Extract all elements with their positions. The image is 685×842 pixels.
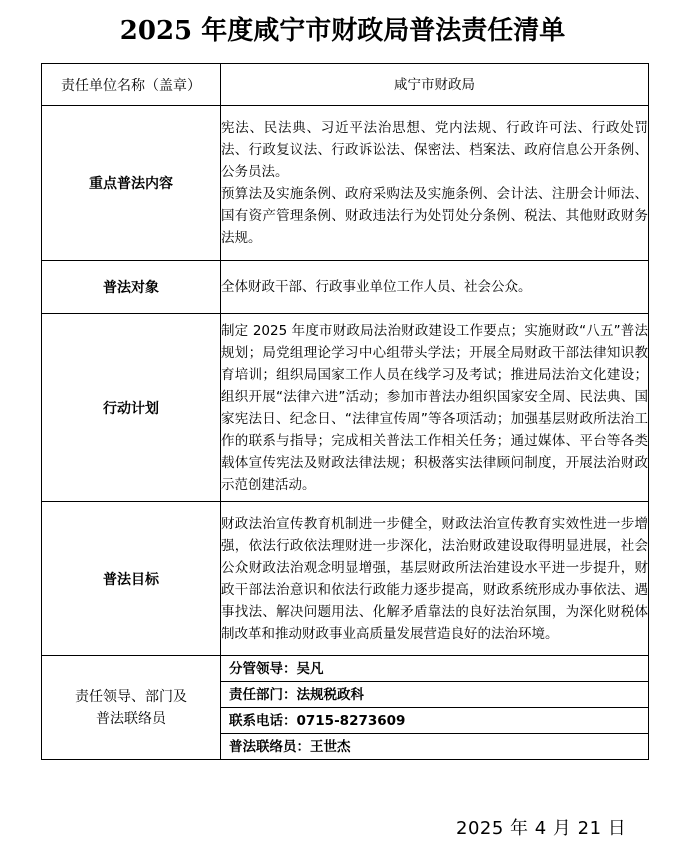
responsibility-table bbox=[41, 63, 649, 760]
table-row-goal bbox=[42, 502, 649, 656]
goal-paragraph: 财政法治宣传教育机制进一步健全，财政法治宣传教育实效性进一步增强，依法行政依法理财进一步深化，法治财政建设取得明显进展，社会公众财政法治观念明显增强，基层财政所法治建设水平进一步提升，财政干部法治意识和依法行政能力逐步提高，财政系统形成办事依法、遇事找法、解决问题用法、化解矛盾靠法的良好法治氛围，为深化财税体制改革和推动财政事业高质量发展营造良好的法治环境。 bbox=[221, 515, 648, 642]
table-row-header bbox=[42, 64, 649, 106]
key-content-value bbox=[221, 106, 649, 261]
contact-liaison: 普法联络员：王世杰 bbox=[221, 734, 649, 760]
key-content-paragraph: 宪法、民法典、习近平法治思想、党内法规、行政许可法、行政处罚法、行政复议法、行政诉讼法、保密法、档案法、政府信息公开条例、公务员法。 bbox=[221, 120, 648, 180]
table-row-audience bbox=[42, 261, 649, 314]
unit-name-label: 责任单位名称（盖章） bbox=[42, 64, 221, 106]
contact-phone: 联系电话：0715-8273609 bbox=[221, 708, 649, 734]
audience-label: 普法对象 bbox=[42, 261, 221, 314]
contact-leader: 分管领导：吴凡 bbox=[221, 656, 649, 682]
goal-value bbox=[221, 502, 649, 656]
action-plan-label: 行动计划 bbox=[42, 314, 221, 502]
key-content-paragraph: 预算法及实施条例、政府采购法及实施条例、会计法、注册会计师法、国有资产管理条例、财政违法行为处罚处分条例、税法、其他财政财务法规。 bbox=[221, 186, 648, 246]
contact-department: 责任部门：法规税政科 bbox=[221, 682, 649, 708]
table-row-key-content bbox=[42, 106, 649, 261]
audience-paragraph: 全体财政干部、行政事业单位工作人员、社会公众。 bbox=[221, 279, 532, 295]
unit-name-value: 咸宁市财政局 bbox=[221, 64, 649, 106]
document-date: 2025 年 4 月 21 日 bbox=[456, 818, 627, 839]
contacts-label: 责任领导、部门及普法联络员 bbox=[42, 656, 221, 760]
audience-value bbox=[221, 261, 649, 314]
table-row-contact bbox=[42, 656, 649, 682]
key-content-label: 重点普法内容 bbox=[42, 106, 221, 261]
goal-label: 普法目标 bbox=[42, 502, 221, 656]
action-plan-paragraph: 制定 2025 年度市财政局法治财政建设工作要点；实施财政“八五”普法规划；局党组理论学习中心组带头学法；开展全局财政干部法律知识教育培训；组织局国家工作人员在线学习及考试；推进局法治文化建设；组织开展“法律六进”活动；参加市普法办组织国家安全周、民法典、国家宪法日、纪念日、“法律宣传周”等各项活动；加强基层财政所法治工作的联系与指导；完成相关普法工作相关任务；通过媒体、平台等各类载体宣传宪法及财政法律法规；积极落实法律顾问制度，开展法治财政示范创建活动。 bbox=[221, 322, 648, 493]
document-title: 2025 年度咸宁市财政局普法责任清单 bbox=[119, 16, 566, 46]
table-row-action-plan bbox=[42, 314, 649, 502]
action-plan-value bbox=[221, 314, 649, 502]
